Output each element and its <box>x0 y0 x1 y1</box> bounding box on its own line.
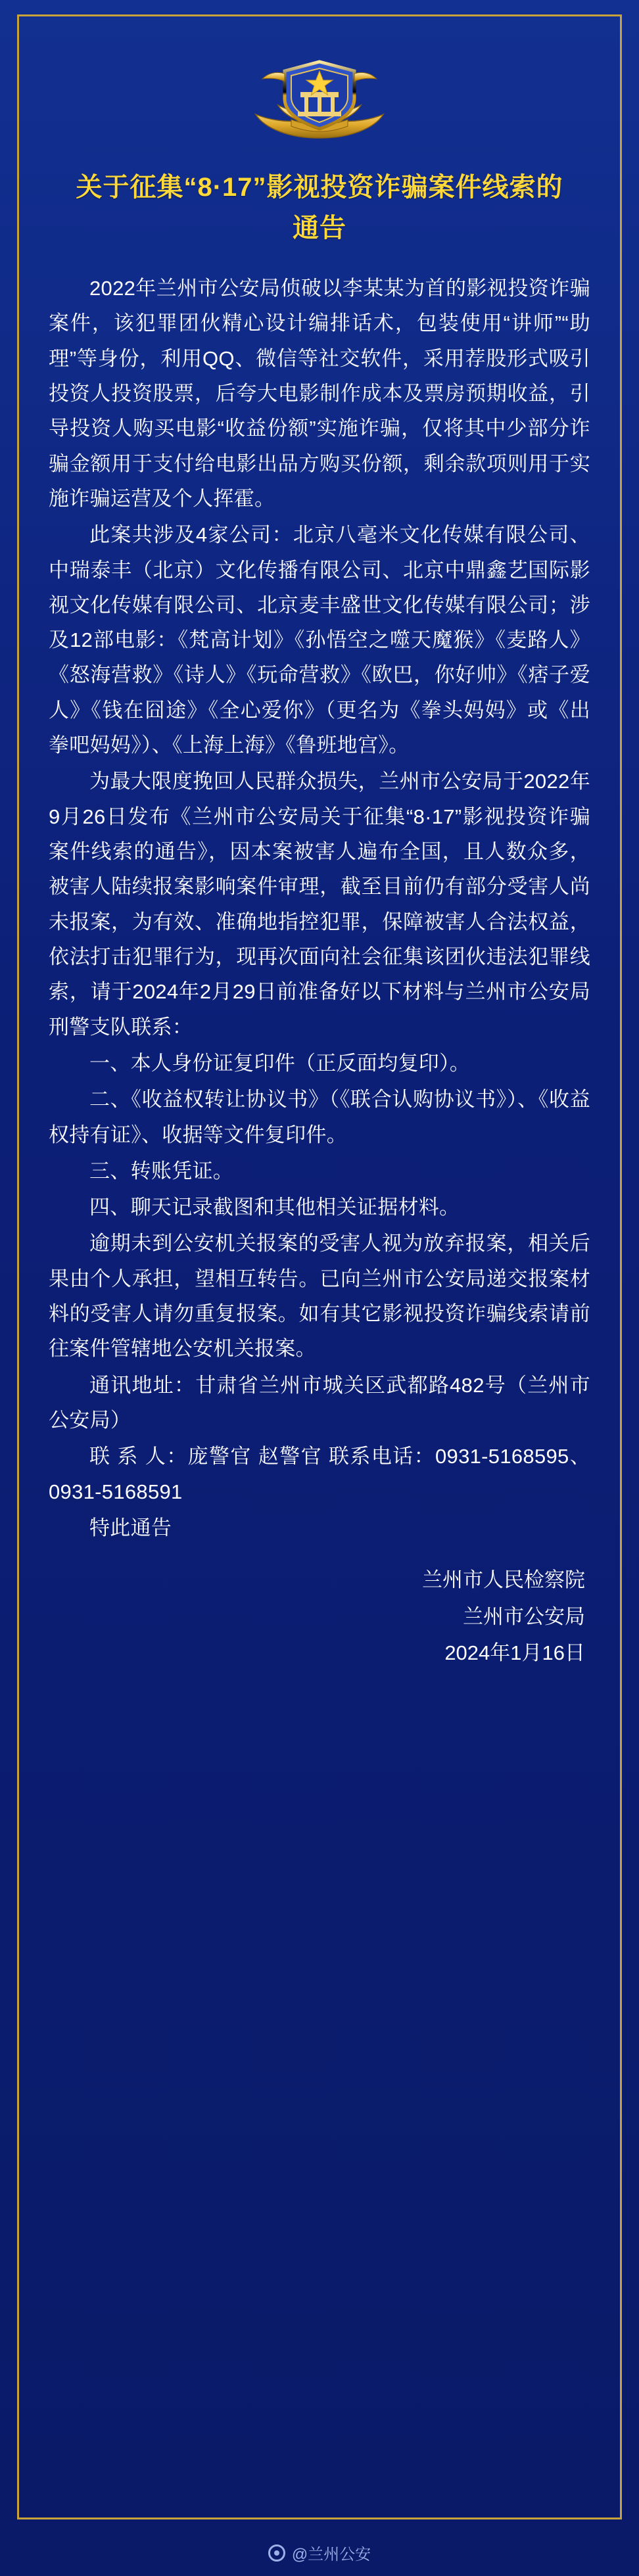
body-paragraph: 此案共涉及4家公司：北京八毫米文化传媒有限公司、中瑞泰丰（北京）文化传播有限公司、北京中鼎鑫艺国际影视文化传媒有限公司、北京麦丰盛世文化传媒有限公司；涉及12部电影：《梵高计划》《孙悟空之噬天魔猴》《麦路人》《怒海营救》《诗人》《玩命营救》《欧巴，你好帅》《痞子爱人》《钱在囧途》《全心爱你》（更名为《拳头妈妈》或《出拳吧妈妈》）、《上海上海》《鲁班地宫》。 <box>49 523 590 757</box>
weibo-eye-icon <box>268 2544 285 2562</box>
emblem-container <box>49 51 590 150</box>
page-title: 关于征集“8·17”影视投资诈骗案件线索的通告 <box>76 173 563 243</box>
signature-line: 兰州市公安局 <box>463 1604 585 1628</box>
contact-address: 通讯地址：甘肃省兰州市城关区武都路482号（兰州市公安局） <box>49 1373 590 1432</box>
signature-date: 2024年1月16日 <box>444 1641 585 1664</box>
contact-person-phone: 联 系 人：庞警官 赵警官 联系电话：0931-5168595、0931-5168591 <box>49 1445 590 1503</box>
body-paragraph: 一、本人身份证复印件（正反面均复印）。 <box>89 1051 471 1075</box>
signature-block <box>49 1562 590 1670</box>
body-paragraph: 2022年兰州市公安局侦破以李某某为首的影视投资诈骗案件，该犯罪团伙精心设计编排话术，包装使用“讲师”“助理”等身份，利用QQ、微信等社交软件，采用荐股形式吸引投资人投资股票，后夸大电影制作成本及票房预期收益，引导投资人购买电影“收益份额”实施诈骗，仅将其中少部分诈骗金额用于支付给电影出品方购买份额，剩余款项则用于实施诈骗运营及个人挥霍。 <box>49 277 590 510</box>
body-paragraph: 四、聊天记录截图和其他相关证据材料。 <box>89 1196 460 1219</box>
notice-body <box>49 271 590 1545</box>
body-paragraph: 二、《收益权转让协议书》（《联合认购协议书》）、《收益权持有证》、收据等文件复印件。 <box>49 1088 590 1146</box>
closing-line: 特此通告 <box>89 1516 172 1539</box>
body-paragraph: 三、转账凭证。 <box>89 1159 234 1183</box>
body-paragraph: 为最大限度挽回人民群众损失，兰州市公安局于2022年9月26日发布《兰州市公安局关于征集“8·17”影视投资诈骗案件线索的通告》，因本案被害人遍布全国，且人数众多，被害人陆续报案影响案件审理，截至目前仍有部分受害人尚未报案，为有效、准确地指控犯罪，保障被害人合法权益，依法打击犯罪行为，现再次面向社会征集该团伙违法犯罪线索，请于2024年2月29日前准备好以下材料与兰州市公安局刑警支队联系： <box>49 770 590 1039</box>
watermark <box>0 2541 639 2564</box>
signature-line: 兰州市人民检察院 <box>422 1568 585 1592</box>
watermark-text: @兰州公安 <box>291 2546 371 2564</box>
poster-content <box>17 14 622 1672</box>
china-police-emblem-icon <box>250 51 389 150</box>
body-paragraph: 逾期未到公安机关报案的受害人视为放弃报案，相关后果由个人承担，望相互转告。已向兰州市公安局递交报案材料的受害人请勿重复报案。如有其它影视投资诈骗线索请前往案件管辖地公安机关报案。 <box>49 1232 590 1361</box>
